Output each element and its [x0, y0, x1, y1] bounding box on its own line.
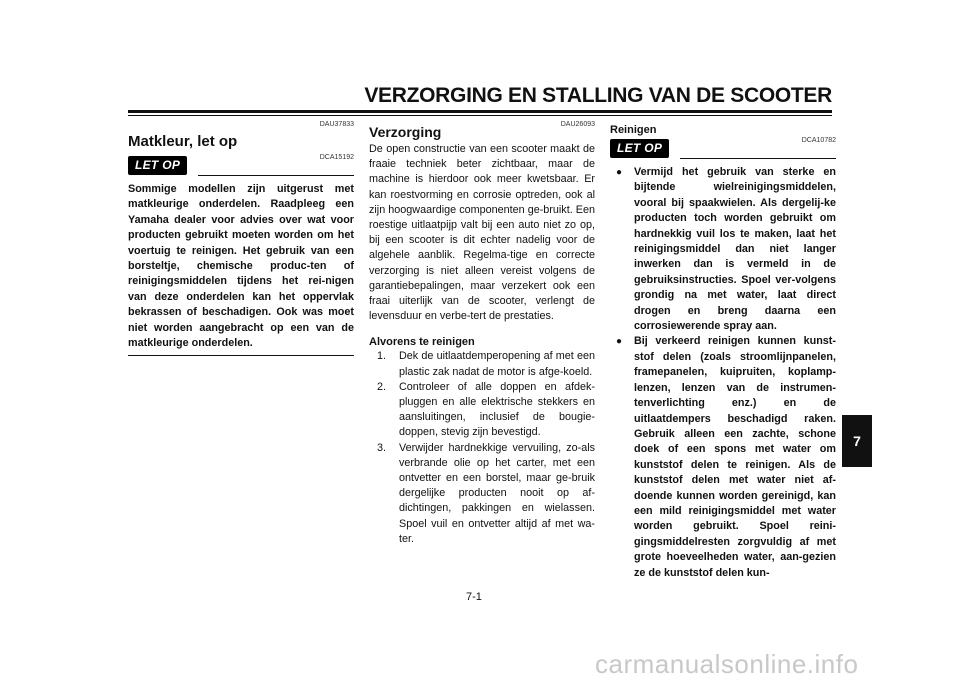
page-header-title: VERZORGING EN STALLING VAN DE SCOOTER	[364, 84, 832, 107]
caution-rule	[198, 175, 354, 176]
bullet-icon: ●	[616, 167, 623, 178]
steps-list	[369, 349, 595, 547]
section-code: DAU26093	[560, 121, 595, 128]
caution-end-rule	[128, 355, 354, 356]
caution-code: DCA15192	[319, 154, 354, 161]
section-code: DAU37833	[319, 121, 354, 128]
caution-header	[128, 154, 354, 182]
list-item: ● Vermijd het gebruik van sterke en bijtende wielreinigingsmiddelen, vooral bij spaakwielen. Als dergelij-ke producten toch worden gebruikt om hardnekkig vuil los te maken, laat het reinigingsmiddel dan niet langer inwerken dan is vermeld in de gebruiksinstructies. Spoel ver-volgens grondig na met water, laat direct drogen en breng daarna een corrosiewerende spray aan.	[616, 166, 836, 333]
intro-paragraph: De open constructie van een scooter maakt de fraaie techniek beter zichtbaar, maar de machine is hierdoor ook meer kwetsbaar. Er kan roestvorming en corrosie optreden, ook al zijn hoogwaardige componenten ge-bruikt. Een roestige uitlaatpijp valt bij een auto niet zo op, bij een scooter is dit echter nadelig voor de algehele aanblik. Regelma-tige en correcte verzorging is niet alleen vereist volgens de garantiebepalingen, maar verzekert ook een fraai uiterlijk van de scooter, verlengt de levensduur en verbe-tert de prestaties.	[369, 143, 595, 323]
right-column	[610, 118, 836, 581]
list-item: 3. Verwijder hardnekkige vervuiling, zo-als verbrande olie op het carter, met een ontvetter en een borstel, maar ge-bruik dergelijke producten nooit op af-dichtingen, pakkingen en wielassen. Spoel vuil en ontvetter altijd af met wa-ter.	[377, 441, 595, 545]
caution-rule	[680, 158, 836, 159]
caution-badge: LET OP	[128, 156, 187, 175]
section-heading-reinigen: Reinigen	[610, 124, 657, 136]
caution-text: Sommige modellen zijn uitgerust met matkleurige onderdelen. Raadpleeg een Yamaha dealer voor advies over wat voor producten gebruikt moeten worden om het voertuig te reinigen. Het gebruik van een borsteltje, chemische produc-ten of reinigingsmiddelen tijdens het rei-nigen van deze onderdelen kan het oppervlak bekrassen of beschadigen. Ook was moet niet worden aangebracht op een van de matkleurige onderdelen.	[128, 183, 354, 350]
middle-column	[369, 120, 595, 547]
page-number: 7-1	[466, 591, 482, 603]
caution-badge: LET OP	[610, 139, 669, 158]
left-column	[128, 120, 354, 356]
bullet-icon: ●	[616, 336, 623, 348]
caution-code: DCA10782	[801, 137, 836, 144]
list-item: 2. Controleer of alle doppen en afdek-pluggen en alle elektrische stekkers en aansluitingen, inclusief de bougie-doppen, stevig zijn bevestigd.	[377, 380, 595, 439]
header-rule-thick	[128, 110, 832, 113]
section-heading-matkleur: Matkleur, let op	[128, 133, 238, 150]
header-rule-thin	[128, 115, 832, 116]
watermark: carmanualsonline.info	[595, 649, 859, 679]
list-item: 1. Dek de uitlaatdemperopening af met een plastic zak nadat de motor is afge-koeld.	[377, 350, 595, 378]
chapter-tab: 7	[842, 415, 872, 467]
subheading-alvorens: Alvorens te reinigen	[369, 336, 475, 349]
caution-bullets	[610, 165, 836, 581]
list-item: ● Bij verkeerd reinigen kunnen kunst-stof delen (zoals stroomlijnpanelen, framepanelen, kuipruiten, koplamp-lenzen, lenzen van de instrumen-tenverlichting enz.) en de uitlaatdempers beschadigd raken. Gebruik alleen een zachte, schone doek of een spons met water om kunststof delen te reinigen. Als de kunststof delen met water niet af-doende kunnen worden gereinigd, kan een mild reinigingsmiddel met water worden gebruikt. Spoel reini-gingsmiddelresten zorgvuldig af met grote hoeveelheden water, aan-gezien ze de kunststof delen kun-	[616, 335, 836, 579]
caution-header	[610, 137, 836, 165]
section-heading-verzorging: Verzorging	[369, 124, 442, 140]
